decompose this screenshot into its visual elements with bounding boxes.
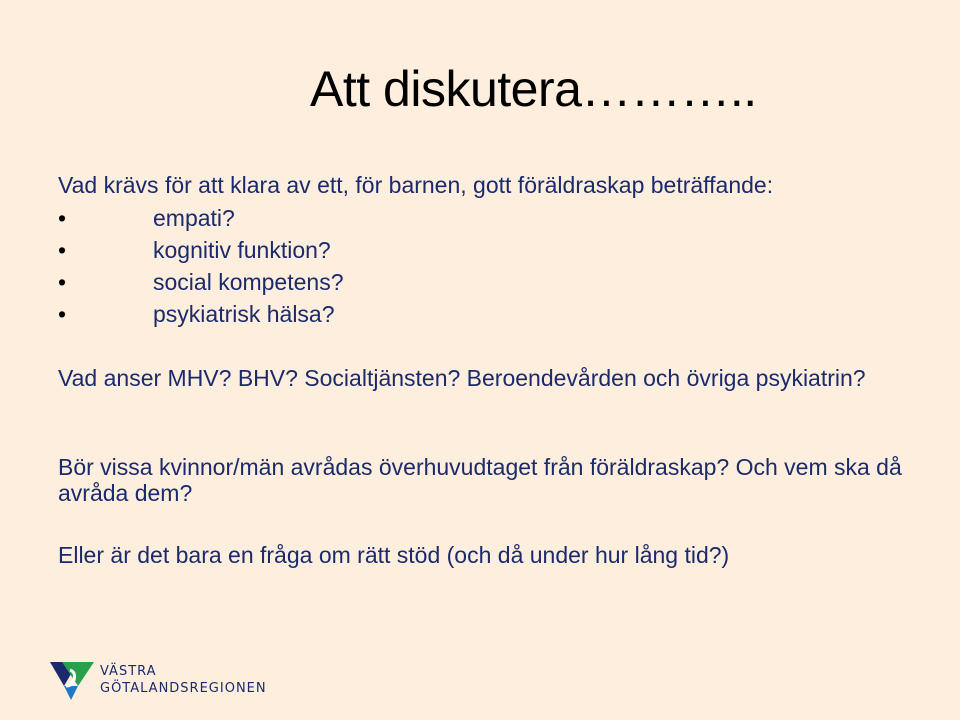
bullet-icon: •	[58, 301, 67, 327]
bullet-text: kognitiv funktion?	[153, 237, 331, 263]
bullet-icon: •	[58, 205, 67, 231]
bullet-text: empati?	[153, 205, 235, 231]
vastra-gotalandsregionen-logo-icon	[48, 656, 98, 706]
question-authorities: Vad anser MHV? BHV? Socialtjänsten? Beroendevården och övriga psykiatrin?	[58, 365, 866, 391]
bullet-icon: •	[58, 269, 67, 295]
question-advise-against: Bör vissa kvinnor/män avrådas överhuvudtaget från föräldraskap? Och vem ska då avråda dem?	[58, 454, 902, 506]
slide-title: Att diskutera………..	[310, 61, 757, 117]
list-item	[58, 202, 344, 234]
intro-text: Vad krävs för att klara av ett, för barnen, gott föräldraskap beträffande:	[58, 172, 774, 198]
organization-logo	[48, 656, 278, 706]
bullet-text: social kompetens?	[153, 269, 344, 295]
bullet-icon: •	[58, 237, 67, 263]
list-item	[58, 234, 344, 266]
question-support: Eller är det bara en fråga om rätt stöd (och då under hur lång tid?)	[58, 542, 730, 568]
list-item	[58, 266, 344, 298]
logo-text-line2: GÖTALANDSREGIONEN	[100, 681, 267, 696]
bullet-text: psykiatrisk hälsa?	[153, 301, 335, 327]
logo-text-line1: VÄSTRA	[100, 664, 157, 679]
bullet-list	[58, 202, 344, 330]
list-item	[58, 298, 344, 330]
